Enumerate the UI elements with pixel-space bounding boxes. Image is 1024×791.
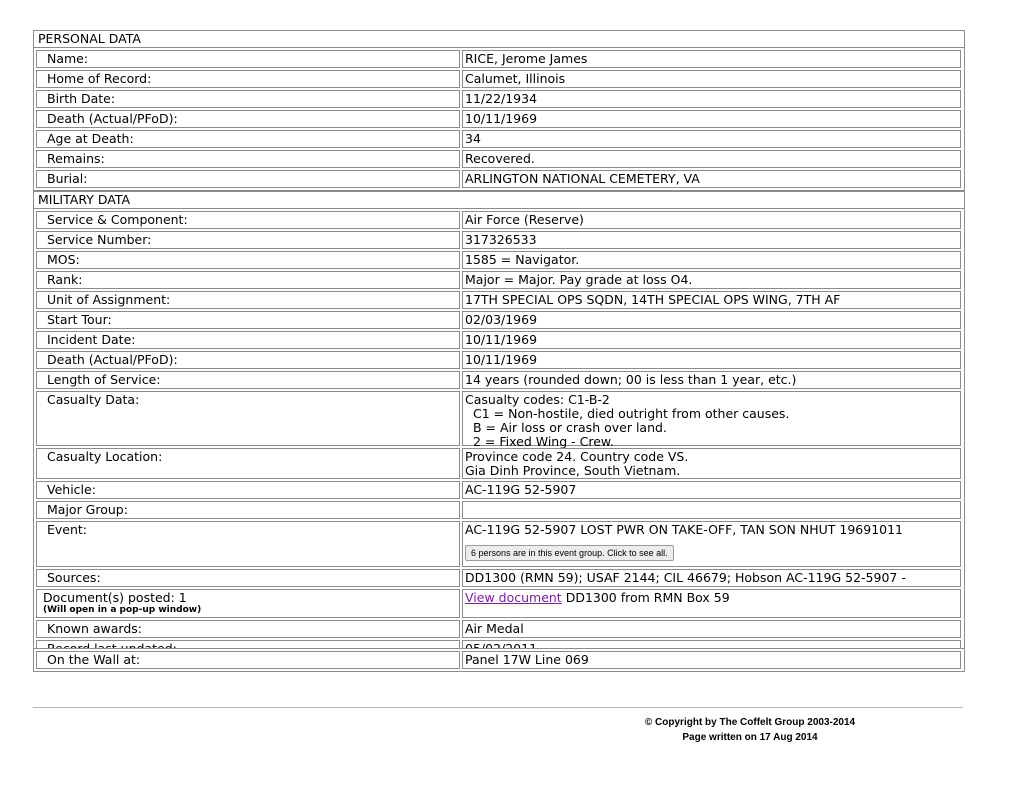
data-row xyxy=(34,249,964,269)
military-data-section xyxy=(33,191,965,661)
data-row xyxy=(34,349,964,369)
casualty-location-line: Province code 24. Country code VS. xyxy=(465,449,689,464)
field-label: Start Tour: xyxy=(36,311,460,329)
documents-note: (Will open in a pop-up window) xyxy=(43,605,202,615)
event-row xyxy=(34,519,964,567)
vehicle-row xyxy=(34,479,964,499)
data-row xyxy=(34,229,964,249)
wall-section xyxy=(33,648,965,672)
field-value: 14 years (rounded down; 00 is less than 1 year, etc.) xyxy=(462,371,961,389)
data-row xyxy=(34,168,964,188)
documents-label: Document(s) posted: 1 xyxy=(43,590,187,605)
footer-divider xyxy=(33,707,963,708)
field-label: On the Wall at: xyxy=(36,651,460,669)
event-group-button[interactable]: 6 persons are in this event group. Click to see all. xyxy=(465,545,674,561)
field-label: Sources: xyxy=(36,569,460,587)
data-row xyxy=(34,269,964,289)
field-label: Vehicle: xyxy=(36,481,460,499)
document-description: DD1300 from RMN Box 59 xyxy=(561,590,730,605)
field-label: Incident Date: xyxy=(36,331,460,349)
view-document-link[interactable]: View document xyxy=(465,590,562,605)
data-row xyxy=(34,309,964,329)
page-written-date: Page written on 17 Aug 2014 xyxy=(682,732,818,743)
field-value xyxy=(462,521,961,567)
field-value: 317326533 xyxy=(462,231,961,249)
documents-row xyxy=(34,587,964,618)
field-label: Unit of Assignment: xyxy=(36,291,460,309)
casualty-location-row xyxy=(34,446,964,479)
data-row xyxy=(34,329,964,349)
data-row xyxy=(34,209,964,229)
data-row xyxy=(34,148,964,168)
field-value: Panel 17W Line 069 xyxy=(462,651,961,669)
wall-row xyxy=(34,649,964,669)
field-label: Service & Component: xyxy=(36,211,460,229)
field-label: MOS: xyxy=(36,251,460,269)
field-label: Length of Service: xyxy=(36,371,460,389)
field-label: Name: xyxy=(36,50,460,68)
field-label: Event: xyxy=(36,521,460,567)
field-value: RICE, Jerome James xyxy=(462,50,961,68)
data-row xyxy=(34,128,964,148)
field-value: Major = Major. Pay grade at loss O4. xyxy=(462,271,961,289)
personal-data-section xyxy=(33,30,965,191)
data-row xyxy=(34,88,964,108)
casualty-code-c1: C1 = Non-hostile, died outright from other causes. xyxy=(473,406,790,421)
field-label: Death (Actual/PFoD): xyxy=(36,110,460,128)
field-value xyxy=(462,501,961,519)
field-value: 10/11/1969 xyxy=(462,351,961,369)
field-value: 10/11/1969 xyxy=(462,331,961,349)
sources-row xyxy=(34,567,964,587)
field-label: Home of Record: xyxy=(36,70,460,88)
casualty-codes: Casualty codes: C1-B-2 xyxy=(465,392,610,407)
field-value: 34 xyxy=(462,130,961,148)
field-value: AC-119G 52-5907 xyxy=(462,481,961,499)
field-value: 17TH SPECIAL OPS SQDN, 14TH SPECIAL OPS WING, 7TH AF xyxy=(462,291,961,309)
military-data-title: MILITARY DATA xyxy=(34,192,964,209)
military-data-rows xyxy=(34,209,964,389)
casualty-data-row xyxy=(34,389,964,449)
field-label: Burial: xyxy=(36,170,460,188)
field-value xyxy=(462,589,961,618)
field-value: Recovered. xyxy=(462,150,961,168)
field-value: Air Force (Reserve) xyxy=(462,211,961,229)
field-value: ARLINGTON NATIONAL CEMETERY, VA xyxy=(462,170,961,188)
field-value xyxy=(462,448,961,479)
field-value: Air Medal xyxy=(462,620,961,638)
field-label: Death (Actual/PFoD): xyxy=(36,351,460,369)
field-value: 11/22/1934 xyxy=(462,90,961,108)
data-row xyxy=(34,108,964,128)
field-label: Remains: xyxy=(36,150,460,168)
field-label: Casualty Data: xyxy=(36,391,460,446)
data-row xyxy=(34,48,964,68)
known-awards-row xyxy=(34,618,964,638)
event-description: AC-119G 52-5907 LOST PWR ON TAKE-OFF, TAN SON NHUT 19691011 xyxy=(465,522,904,537)
personal-data-rows xyxy=(34,48,964,188)
field-value xyxy=(462,391,961,449)
field-label: Age at Death: xyxy=(36,130,460,148)
field-label: Major Group: xyxy=(36,501,460,519)
data-row xyxy=(34,369,964,389)
data-row xyxy=(34,289,964,309)
field-label: Casualty Location: xyxy=(36,448,460,479)
field-label: Service Number: xyxy=(36,231,460,249)
field-label: Birth Date: xyxy=(36,90,460,108)
casualty-code-2: 2 = Fixed Wing - Crew. xyxy=(473,434,614,449)
field-label: Known awards: xyxy=(36,620,460,638)
field-label xyxy=(36,589,460,618)
casualty-code-b: B = Air loss or crash over land. xyxy=(473,420,667,435)
data-row xyxy=(34,68,964,88)
field-value: DD1300 (RMN 59); USAF 2144; CIL 46679; Hobson AC-119G 52-5907 - xyxy=(462,569,961,587)
field-value: Calumet, Illinois xyxy=(462,70,961,88)
personal-data-title: PERSONAL DATA xyxy=(34,31,964,48)
field-value: 10/11/1969 xyxy=(462,110,961,128)
field-value: 1585 = Navigator. xyxy=(462,251,961,269)
field-value: 02/03/1969 xyxy=(462,311,961,329)
casualty-location-line: Gia Dinh Province, South Vietnam. xyxy=(465,463,681,478)
field-label: Rank: xyxy=(36,271,460,289)
copyright-text: © Copyright by The Coffelt Group 2003-2014 xyxy=(644,717,856,728)
major-group-row xyxy=(34,499,964,519)
